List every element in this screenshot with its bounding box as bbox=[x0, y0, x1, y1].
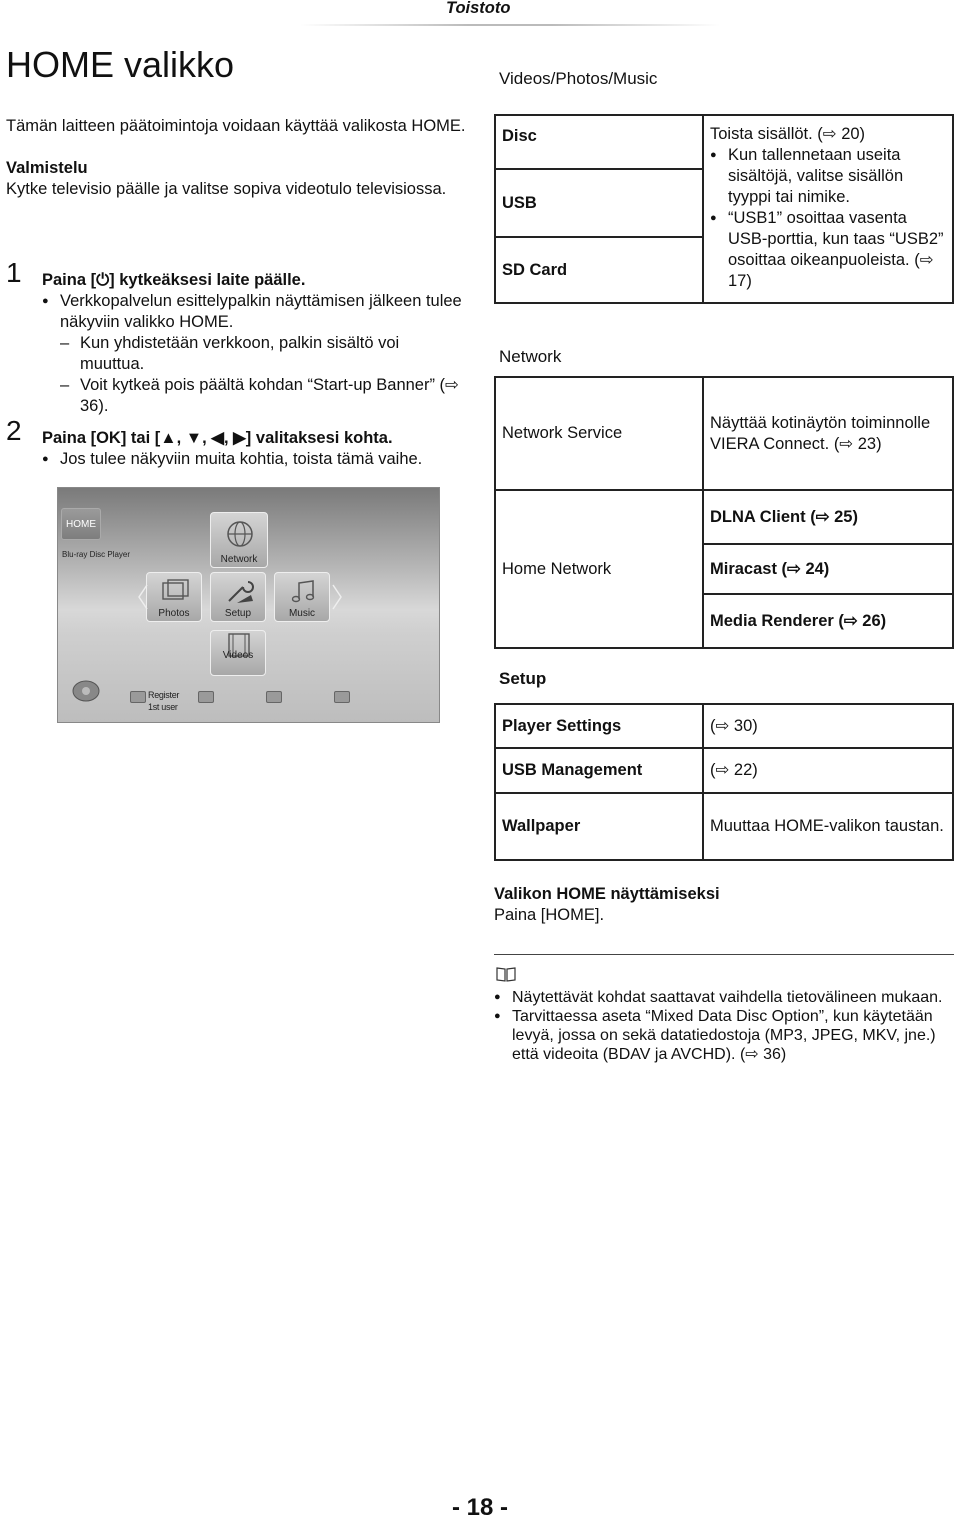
display-block bbox=[494, 884, 954, 926]
page-number: - 18 - bbox=[451, 1494, 508, 1518]
color-button-yellow bbox=[266, 691, 282, 703]
vpm-desc-bullet2: ● “USB1” osoittaa vasenta USB-porttia, kun taas “USB2” osoittaa oikeanpuoleista. (⇨ 17) bbox=[710, 208, 946, 292]
photos-tile[interactable] bbox=[146, 572, 202, 622]
color-button-green bbox=[198, 691, 214, 703]
network-tile[interactable] bbox=[210, 512, 268, 568]
setup-table bbox=[494, 703, 954, 861]
prep-text: Kytke televisio päälle ja valitse sopiva videotulo televisiossa. bbox=[6, 180, 447, 198]
miracast-cell: Miracast (⇨ 24) bbox=[703, 544, 953, 594]
music-note-icon bbox=[289, 579, 319, 605]
usb-cell: USB bbox=[495, 169, 703, 237]
header-section: Toistoto bbox=[446, 0, 511, 17]
home-badge bbox=[61, 508, 101, 540]
intro-text: Tämän laitteen päätoimintoja voidaan käyttää valikosta HOME. bbox=[6, 117, 466, 135]
usb-management-cell: USB Management bbox=[495, 748, 703, 793]
vpm-desc-bullet1: ● Kun tallennetaan useita sisältöjä, valitse sisällön tyyppi tai nimike. bbox=[710, 145, 946, 208]
remote-pad-icon bbox=[72, 680, 100, 702]
disc-cell: Disc bbox=[495, 115, 703, 169]
setup-tile-label: Setup bbox=[224, 608, 252, 619]
prep-heading: Valmistelu bbox=[6, 159, 88, 177]
note-2: ● Tarvittaessa aseta “Mixed Data Disc Option”, kun käytetään levyä, jossa on sekä datatiedostoja (MP3, JPEG, MKV, jne.) että videoita (BDAV ja AVCHD). (⇨ 36) bbox=[494, 1007, 956, 1064]
setup-tile[interactable] bbox=[210, 572, 266, 622]
display-heading: Valikon HOME näyttämiseksi bbox=[494, 885, 720, 903]
step1-bullet: ● Verkkopalvelun esittelypalkin näyttämisen jälkeen tulee näkyviin valikko HOME. bbox=[42, 291, 462, 333]
photos-tile-label: Photos bbox=[158, 608, 190, 619]
book-icon bbox=[496, 966, 516, 982]
note-1: ● Näytettävät kohdat saattavat vaihdella tietovälineen mukaan. bbox=[494, 988, 956, 1007]
vpm-desc-cell bbox=[703, 115, 953, 303]
dlna-cell: DLNA Client (⇨ 25) bbox=[703, 490, 953, 544]
register-text: Register bbox=[148, 690, 180, 700]
vpm-desc-line: Toista sisällöt. (⇨ 20) bbox=[710, 125, 866, 143]
videos-tile[interactable] bbox=[210, 630, 266, 676]
step1-dash1: – Kun yhdistetään verkkoon, palkin sisältö voi muuttua. bbox=[42, 333, 462, 375]
setup-heading: Setup bbox=[499, 669, 547, 688]
usb-management-ref: (⇨ 22) bbox=[703, 748, 953, 793]
step2-bullet: ● Jos tulee näkyviin muita kohtia, toista tämä vaihe. bbox=[42, 449, 472, 470]
color-button-blue bbox=[334, 691, 350, 703]
intro-block bbox=[6, 116, 466, 200]
step1-text: Paina [⏻] kytkeäksesi laite päälle. bbox=[42, 271, 306, 289]
register-label bbox=[148, 689, 179, 713]
home-badge-label: HOME bbox=[66, 519, 96, 530]
notes-rule bbox=[494, 954, 954, 955]
network-heading: Network bbox=[499, 347, 562, 366]
home-menu-screenshot bbox=[57, 487, 440, 723]
step2-number: 2 bbox=[6, 415, 22, 446]
header-rule bbox=[300, 24, 720, 26]
color-button-red bbox=[130, 691, 146, 703]
wrench-icon bbox=[225, 579, 255, 605]
wallpaper-cell: Wallpaper bbox=[495, 793, 703, 860]
chevron-left-icon bbox=[138, 584, 148, 610]
vpm-table bbox=[494, 114, 954, 304]
videos-tile-label: Videos bbox=[222, 650, 254, 661]
page-title: HOME valikko bbox=[6, 44, 235, 85]
device-name: Blu-ray Disc Player bbox=[62, 550, 131, 559]
music-tile-label: Music bbox=[288, 608, 316, 619]
step1-block bbox=[42, 270, 462, 417]
chevron-right-icon bbox=[332, 584, 342, 610]
step1-number: 1 bbox=[6, 257, 22, 288]
network-service-desc: Näyttää kotinäytön toiminnolle VIERA Connect. (⇨ 23) bbox=[703, 377, 953, 490]
music-tile[interactable] bbox=[274, 572, 330, 622]
sd-cell: SD Card bbox=[495, 237, 703, 303]
home-network-cell: Home Network bbox=[495, 490, 703, 648]
photos-icon bbox=[161, 579, 191, 605]
network-table bbox=[494, 376, 954, 649]
notes-block bbox=[494, 988, 956, 1064]
network-service-cell: Network Service bbox=[495, 377, 703, 490]
step2-block bbox=[42, 428, 472, 470]
globe-icon bbox=[225, 519, 255, 549]
step2-text: Paina [OK] tai [▲, ▼, ◀, ▶] valitaksesi kohta. bbox=[42, 429, 393, 447]
step1-dash2: – Voit kytkeä pois päältä kohdan “Start-up Banner” (⇨ 36). bbox=[42, 375, 462, 417]
display-text: Paina [HOME]. bbox=[494, 906, 605, 924]
first-user-text: 1st user bbox=[148, 702, 178, 712]
network-tile-label: Network bbox=[220, 554, 258, 565]
vpm-heading: Videos/Photos/Music bbox=[499, 69, 658, 88]
player-settings-ref: (⇨ 30) bbox=[703, 704, 953, 748]
wallpaper-desc: Muuttaa HOME-valikon taustan. bbox=[703, 793, 953, 860]
renderer-cell: Media Renderer (⇨ 26) bbox=[703, 594, 953, 648]
player-settings-cell: Player Settings bbox=[495, 704, 703, 748]
